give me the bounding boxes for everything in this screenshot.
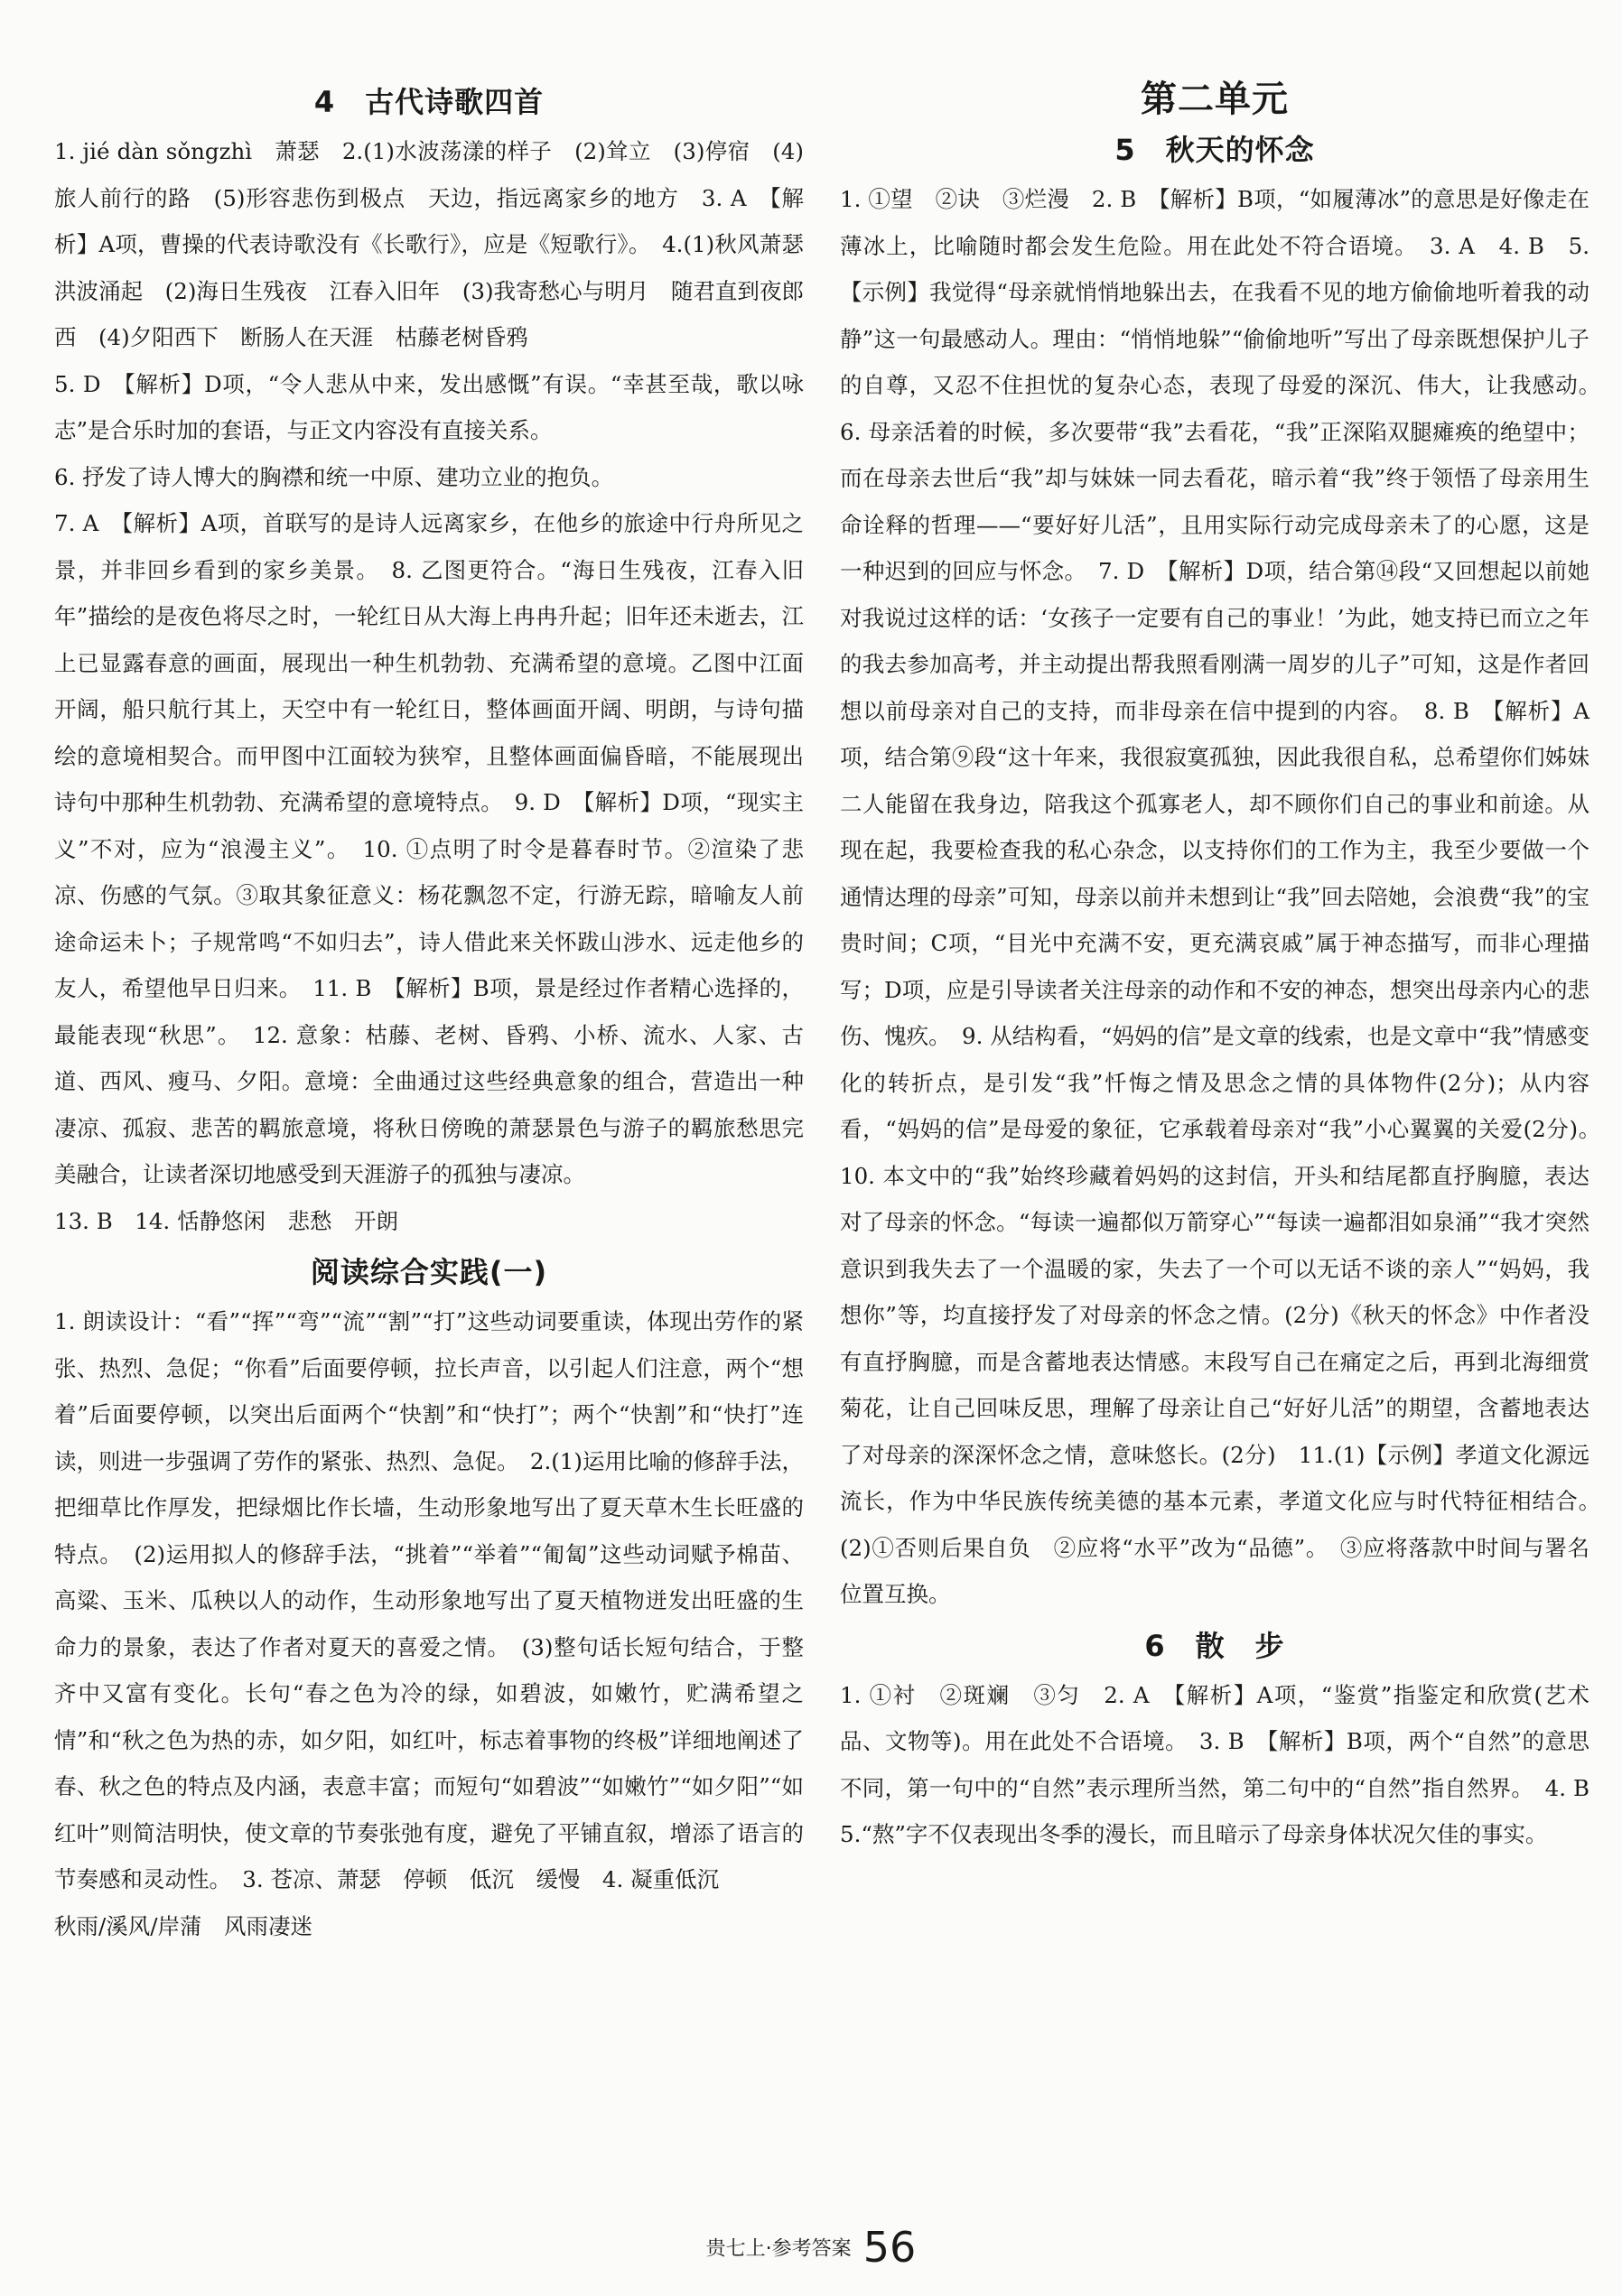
page-footer <box>0 2223 1622 2272</box>
right-column <box>840 79 1612 1858</box>
section-title-walk: 6 散 步 <box>1144 1628 1285 1663</box>
page-number: 56 <box>862 2223 917 2272</box>
section-title-autumn-memory: 5 秋天的怀念 <box>1114 133 1315 167</box>
footer-label: 贵七上·参考答案 <box>705 2237 852 2261</box>
answers-reading-practice: 1. 朗读设计：“看”“挥”“弯”“流”“割”“打”这些动词要重读，体现出劳作的紧张、热烈、急促；“你看”后面要停顿，拉长声音，以引起人们注意，两个“想着”后面要停顿，以突出后面两个“快割”和“快打”；两个“快割”和“快打”连读，则进一步强调了劳作的紧张、热烈、急促。 2.(1)运用比喻的修辞手法，把细草比作厚发，把绿烟比作长墙，生动形象地写出了夏天草木生长旺盛的特点。 (2)运用拟人的修辞手法，“挑着”“举着”“匍匐”这些动词赋予棉苗、高粱、玉米、瓜秧以人的动作，生动形象地写出了夏天植物迸发出旺盛的生命力的景象，表达了作者对夏天的喜爱之情。 (3)整句话长短句结合，于整齐中又富有变化。长句“春之色为冷的绿，如碧波，如嫩竹，贮满希望之情”和“秋之色为热的赤，如夕阳，如红叶，标志着事物的终极”详细地阐述了春、秋之色的特点及内涵，表意丰富；而短句“如碧波”“如嫩竹”“如夕阳”“如红叶”则简洁明快，使文章的节奏张弛有度，避免了平铺直叙，增添了语言的节奏感和灵动性。 3. 苍凉、萧瑟 停顿 低沉 缓慢 4. 凝重低沉 秋雨/溪风/岸蒲 风雨凄迷 <box>54 1308 804 1939</box>
answers-poems: 1. jié dàn sǒngzhì 萧瑟 2.(1)水波荡漾的样子 (2)耸立 (3)停宿 (4)旅人前行的路 (5)形容悲伤到极点 天边，指远离家乡的地方 3. A 【解析】A项，曹操的代表诗歌没有《长歌行》，应是《短歌行》。 4.(1)秋风萧瑟 洪波涌起 (2)海日生残夜 江春入旧年 (3)我寄愁心与明月 随君直到夜郎西 (4)夕阳西下 断肠人在天涯 枯藤老树昏鸦 5. D 【解析】D项，“令人悲从中来，发出感慨”有误。“幸甚至哉，歌以咏志”是合乐时加的套语，与正文内容没有直接关系。 6. 抒发了诗人博大的胸襟和统一中原、建功立业的抱负。 7. A 【解析】A项，首联写的是诗人远离家乡，在他乡的旅途中行舟所见之景，并非回乡看到的家乡美景。 8. 乙图更符合。“海日生残夜，江春入旧年”描绘的是夜色将尽之时，一轮红日从大海上冉冉升起；旧年还未逝去，江上已显露春意的画面，展现出一种生机勃勃、充满希望的意境。乙图中江面开阔，船只航行其上，天空中有一轮红日，整体画面开阔、明朗，与诗句描绘的意境相契合。而甲图中江面较为狭窄，且整体画面偏昏暗，不能展现出诗句中那种生机勃勃、充满希望的意境特点。 9. D 【解析】D项，“现实主义”不对，应为“浪漫主义”。 10. ①点明了时令是暮春时节。②渲染了悲凉、伤感的气氛。③取其象征意义：杨花飘忽不定，行游无踪，暗喻友人前途命运未卜；子规常鸣“不如归去”，诗人借此来关怀跋山涉水、远走他乡的友人，希望他早日归来。 11. B 【解析】B项，景是经过作者精心选择的，最能表现“秋思”。 12. 意象：枯藤、老树、昏鸦、小桥、流水、人家、古道、西风、瘦马、夕阳。意境：全曲通过这些经典意象的组合，营造出一种凄凉、孤寂、悲苦的羁旅意境，将秋日傍晚的萧瑟景色与游子的羁旅愁思完美融合，让读者深切地感受到天涯游子的孤独与凄凉。 13. B 14. 恬静悠闲 悲愁 开朗 <box>54 138 804 1234</box>
answers-walk: 1. ①衬 ②斑斓 ③匀 2. A 【解析】A项，“鉴赏”指鉴定和欣赏(艺术品、文物等)。用在此处不合语境。 3. B 【解析】B项，两个“自然”的意思不同，第一句中的“自然”表示理所当然，第二句中的“自然”指自然界。 4. B 5.“熬”字不仅表现出冬季的漫长，而且暗示了母亲身体状况欠佳的事实。 <box>840 1681 1612 1847</box>
answers-autumn-memory: 1. ①望 ②诀 ③烂漫 2. B 【解析】B项，“如履薄冰”的意思是好像走在薄冰上，比喻随时都会发生危险。用在此处不符合语境。 3. A 4. B 5.【示例】我觉得“母亲就悄悄地躲出去，在我看不见的地方偷偷地听着我的动静”这一句最感动人。理由：“悄悄地躲”“偷偷地听”写出了母亲既想保护儿子的自尊，又忍不住担忧的复杂心态，表现了母爱的深沉、伟大，让我感动。 6. 母亲活着的时候，多次要带“我”去看花，“我”正深陷双腿瘫痪的绝望中；而在母亲去世后“我”却与妹妹一同去看花，暗示着“我”终于领悟了母亲用生命诠释的哲理——“要好好儿活”，且用实际行动完成母亲未了的心愿，这是一种迟到的回应与怀念。 7. D 【解析】D项，结合第⑭段“又回想起以前她对我说过这样的话：‘女孩子一定要有自己的事业！’为此，她支持已而立之年的我去参加高考，并主动提出帮我照看刚满一周岁的儿子”可知，这是作者回想以前母亲对自己的支持，而非母亲在信中提到的内容。 8. B 【解析】A项，结合第⑨段“这十年来，我很寂寞孤独，因此我很自私，总希望你们姊妹二人能留在我身边，陪我这个孤寡老人，却不顾你们自己的事业和前途。从现在起，我要检查我的私心杂念，以支持你们的工作为主，我至少要做一个通情达理的母亲”可知，母亲以前并未想到让“我”回去陪她，会浪费“我”的宝贵时间；C项，“目光中充满不安，更充满哀戚”属于神态描写，而非心理描写；D项，应是引导读者关注母亲的动作和不安的神态，想突出母亲内心的悲伤、愧疚。 9. 从结构看，“妈妈的信”是文章的线索，也是文章中“我”情感变化的转折点，是引发“我”忏悔之情及思念之情的具体物件(2分)；从内容看，“妈妈的信”是母爱的象征，它承载着母亲对“我”小心翼翼的关爱(2分)。 10. 本文中的“我”始终珍藏着妈妈的这封信，开头和结尾都直抒胸臆，表达对了母亲的怀念。“每读一遍都似万箭穿心”“每读一遍都泪如泉涌”“我才突然意识到我失去了一个温暖的家，失去了一个可以无话不谈的亲人”“妈妈，我想你”等，均直接抒发了对母亲的怀念之情。(2分)《秋天的怀念》中作者没有直抒胸臆，而是含蓄地表达情感。末段写自己在痛定之后，再到北海细赏菊花，让自己回味反思，理解了母亲让自己“好好儿活”的期望，含蓄地表达了对母亲的深深怀念之情，意味悠长。(2分) 11.(1)【示例】孝道文化源远流长，作为中华民族传统美德的基本元素，孝道文化应与时代特征相结合。 (2)①否则后果自负 ②应将“水平”改为“品德”。 ③应将落款中时间与署名位置互换。 <box>840 186 1612 1607</box>
left-column <box>54 79 804 1949</box>
section-title-poems: 4 古代诗歌四首 <box>313 85 545 119</box>
section-title-reading-practice: 阅读综合实践(一) <box>310 1255 548 1289</box>
unit-title: 第二单元 <box>1141 79 1289 120</box>
